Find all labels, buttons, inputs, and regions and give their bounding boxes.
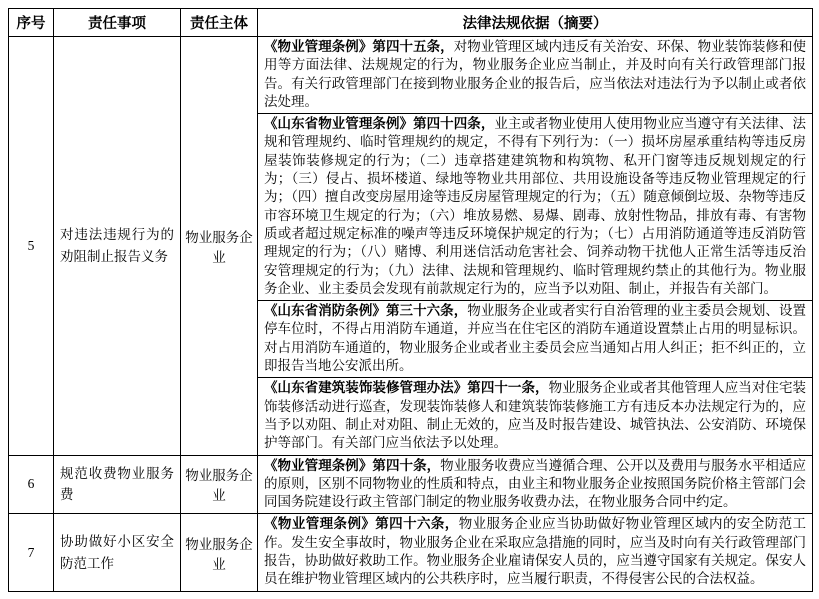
- responsibility-matter-cell: 协助做好小区安全防范工作: [54, 514, 181, 591]
- table-row: [9, 37, 813, 456]
- column-header-subject: 责任主体: [181, 9, 258, 37]
- law-title: 《物业管理条例》第四十条，: [264, 457, 441, 473]
- legal-basis-cell: [258, 37, 813, 456]
- law-title: 《山东省建筑装饰装修管理办法》第四十一条，: [264, 380, 549, 396]
- law-body-text: 物业服务收费应当遵循合理、公开以及费用与服务水平相适应的原则，区别不同物物业的性质和特点，由业主和物业服务企业按照国务院价格主管部门会同国务院建设行政主管部门制定的物业服务收费办法，在物业服务合同中约定。: [264, 457, 807, 510]
- table-row: [9, 455, 813, 514]
- legal-basis-block: [258, 456, 812, 514]
- legal-basis-cell: [258, 455, 813, 514]
- law-body-text: 业主或者物业使用人使用物业应当遵守有关法律、法规和管理规约、临时管理规约的规定，不得有下列行为：（一）损坏房屋承重结构等违反房屋装饰装修规定的行为；（二）违章搭建建筑物和构筑物、私开门窗等违反规划规定的行为；（三）侵占、损坏楼道、绿地等物业共用部位、共用设施设备等违反物业管理规定的行为；（四）擅自改变房屋用途等违反房屋管理规定的行为；（五）随意倾倒垃圾、杂物等违反市容环境卫生规定的行为；（六）堆放易燃、易爆、剧毒、放射性物品，排放有毒、有害物质或者超过规定标准的噪声等违反环境保护规定的行为；（七）占用消防通道等违反消防管理规定的行为；（八）赌博、利用迷信活动危害社会、饲养动物干扰他人正常生活等违反治安管理规定的行为；（九）法律、法规和管理规约、临时管理规约禁止的其他行为。物业服务企业、业主委员会发现有前款规定行为的，应当予以劝阻、制止，并报告有关部门。: [264, 116, 807, 296]
- legal-basis-block: [258, 114, 812, 301]
- responsibility-table: [8, 8, 813, 592]
- law-body-text: 物业服务企业或者其他管理人应当对住宅装饰装修活动进行巡查，发现装饰装修人和建筑装饰装修施工方有违反本办法规定行为的，应当予以劝阻、制止对劝阻、制止无效的，应当及时报告建设、城管执法、公安消防、环境保护等部门。有关部门应当依法予以处理。: [264, 380, 807, 451]
- column-header-no: 序号: [9, 9, 54, 37]
- law-body-text: 对物业管理区域内违反有关治安、环保、物业装饰装修和使用等方面法律、法规规定的行为，物业服务企业应当制止，并及时向有关行政管理部门报告。有关行政管理部门在接到物业服务企业的报告后，应当依法对违法行为予以制止或者依法处理。: [264, 39, 807, 109]
- law-body-text: 物业服务企业应当协助做好物业管理区域内的安全防范工作。发生安全事故时，物业服务企业在采取应急措施的同时，应当及时向有关行政管理部门报告，协助做好救助工作。物业服务企业雇请保安人员的，应当遵守国家有关规定。保安人员在维护物业管理区域内的公共秩序时，应当履行职责，不得侵害公民的合法权益。: [264, 516, 807, 587]
- law-title: 《物业管理条例》第四十五条，: [264, 39, 454, 54]
- law-title: 《物业管理条例》第四十六条，: [264, 516, 459, 532]
- responsibility-subject-cell: 物业服务企业: [181, 514, 258, 591]
- table-row: [9, 514, 813, 591]
- row-number-cell: 7: [9, 514, 54, 591]
- law-title: 《山东省消防条例》第三十六条，: [264, 303, 468, 319]
- law-title: 《山东省物业管理条例》第四十四条，: [264, 116, 495, 132]
- legal-basis-block: [258, 378, 812, 454]
- law-body-text: 物业服务企业或者实行自治管理的业主委员会规划、设置停车位时，不得占用消防车通道，并应当在住宅区的消防车通道设置禁止占用的明显标识。对占用消防车通道的，物业服务企业或者业主委员会应当通知占用人纠正；拒不纠正的，立即报告当地公安派出所。: [264, 303, 807, 374]
- column-header-matter: 责任事项: [54, 9, 181, 37]
- header-row: [9, 9, 813, 37]
- row-number-cell: 6: [9, 455, 54, 514]
- responsibility-subject-cell: 物业服务企业: [181, 37, 258, 456]
- responsibility-subject-cell: 物业服务企业: [181, 455, 258, 514]
- legal-basis-block: [258, 514, 812, 590]
- legal-basis-block: [258, 301, 812, 378]
- legal-basis-block: [258, 37, 812, 114]
- responsibility-matter-cell: 规范收费物业服务费: [54, 455, 181, 514]
- row-number-cell: 5: [9, 37, 54, 456]
- legal-basis-cell: [258, 514, 813, 591]
- column-header-legal: 法律法规依据（摘要）: [258, 9, 813, 37]
- responsibility-matter-cell: 对违法违规行为的劝阻制止报告义务: [54, 37, 181, 456]
